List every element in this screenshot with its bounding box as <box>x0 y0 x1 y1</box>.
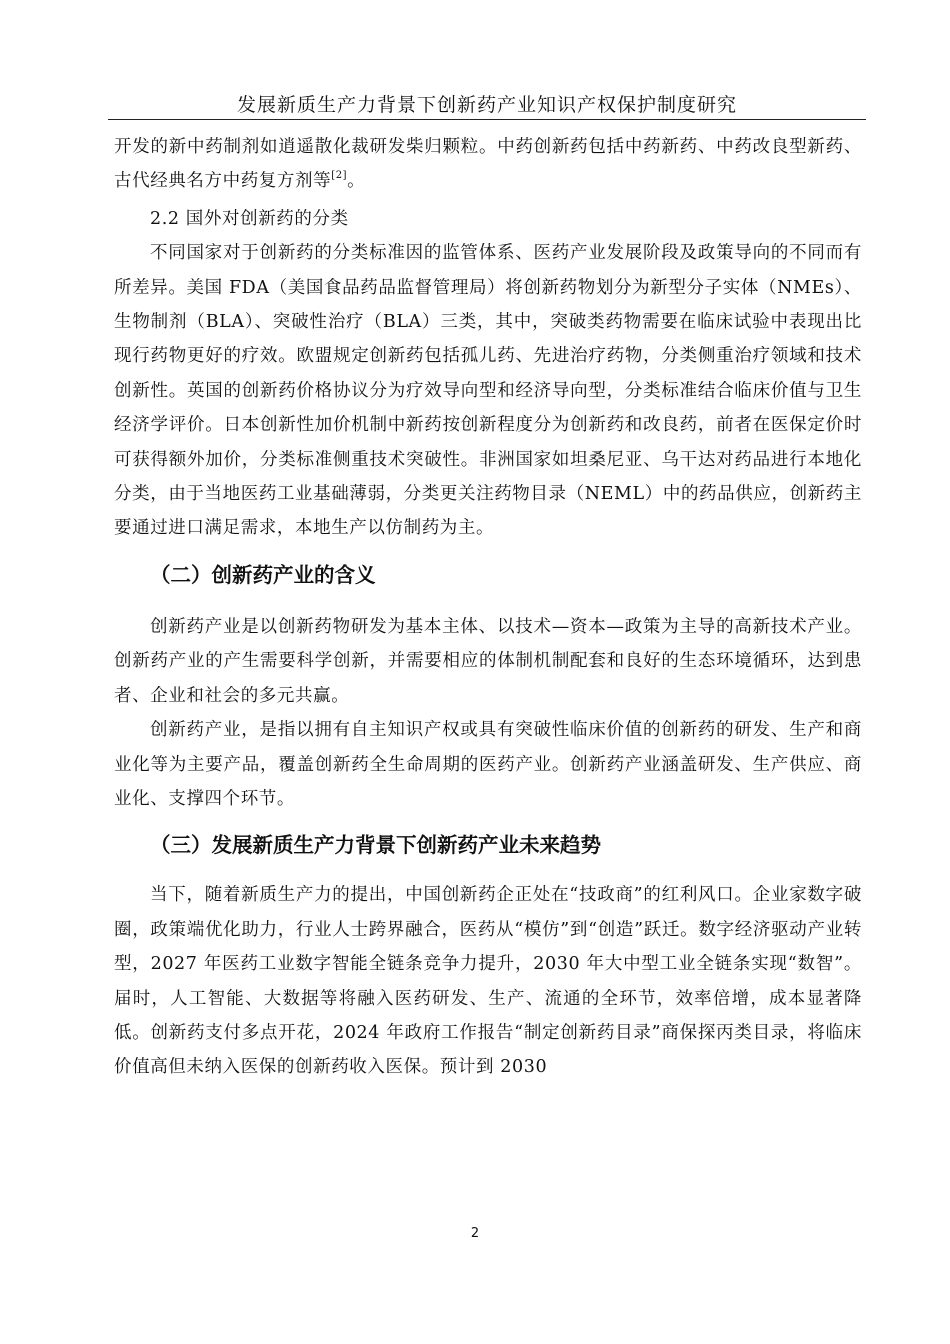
paragraph-industry-meaning-2: 创新药产业，是指以拥有自主知识产权或具有突破性临床价值的创新药的研发、生产和商业化等为主要产品，覆盖创新药全生命周期的医药产业。创新药产业涵盖研发、生产供应、商业化、支撑四个环节。 <box>114 720 862 809</box>
section-heading-2: （二）创新药产业的含义 <box>150 562 376 587</box>
subsection-heading: 2.2 国外对创新药的分类 <box>150 208 349 229</box>
paragraph-foreign-classification: 不同国家对于创新药的分类标准因的监管体系、医药产业发展阶段及政策导向的不同而有所差异。美国 FDA（美国食品药品监督管理局）将创新药物划分为新型分子实体（NMEs）、生物制剂（BLA）、突破性治疗（BLA）三类，其中，突破类药物需要在临床试验中表现出比现行药物更好的疗效。欧盟规定创新药包括孤儿药、先进治疗药物，分类侧重治疗领域和技术创新性。英国的创新药价格协议分为疗效导向型和经济导向型，分类标准结合临床价值与卫生经济学评价。日本创新性加价机制中新药按创新程度分为创新药和改良药，前者在医保定价时可获得额外加价，分类标准侧重技术突破性。非洲国家如坦桑尼亚、乌干达对药品进行本地化分类，由于当地医药工业基础薄弱，分类更关注药物目录（NEML）中的药品供应，创新药主要通过进口满足需求，本地生产以仿制药为主。 <box>114 243 862 539</box>
paragraph-end: 。 <box>347 171 366 192</box>
page-number: 2 <box>470 1226 480 1241</box>
paragraph-industry-meaning-1: 创新药产业是以创新药物研发为基本主体、以技术—资本—政策为主导的高新技术产业。创新药产业的产生需要科学创新，并需要相应的体制机制配套和良好的生态环境循环，达到患者、企业和社会的多元共赢。 <box>114 616 862 706</box>
page-body <box>114 130 862 1085</box>
paragraph-future-trends: 当下，随着新质生产力的提出，中国创新药企正处在“技政商”的红利风口。企业家数字破圈，政策端优化助力，行业人士跨界融合，医药从“模仿”到“创造”跃迁。数字经济驱动产业转型，2027 年医药工业数字智能全链条竞争力提升，2030 年大中型工业全链条实现“数智”。届时，人工智能、大数据等将融入医药研发、生产、流通的全环节，效率倍增，成本显著降低。创新药支付多点开花，2024 年政府工作报告“制定创新药目录”商保探丙类目录，将临床价值高但未纳入医保的创新药收入医保。预计到 2030 <box>114 885 862 1078</box>
paragraph-continuation <box>114 130 862 202</box>
paragraph-text: 开发的新中药制剂如逍遥散化裁研发柴归颗粒。中药创新药包括中药新药、中药改良型新药、古代经典名方中药复方剂等 <box>114 137 862 192</box>
running-header-title: 发展新质生产力背景下创新药产业知识产权保护制度研究 <box>236 94 737 116</box>
citation-marker[interactable]: [2] <box>331 170 348 182</box>
header-rule <box>108 119 866 120</box>
section-heading-3: （三）发展新质生产力背景下创新药产业未来趋势 <box>150 833 601 858</box>
